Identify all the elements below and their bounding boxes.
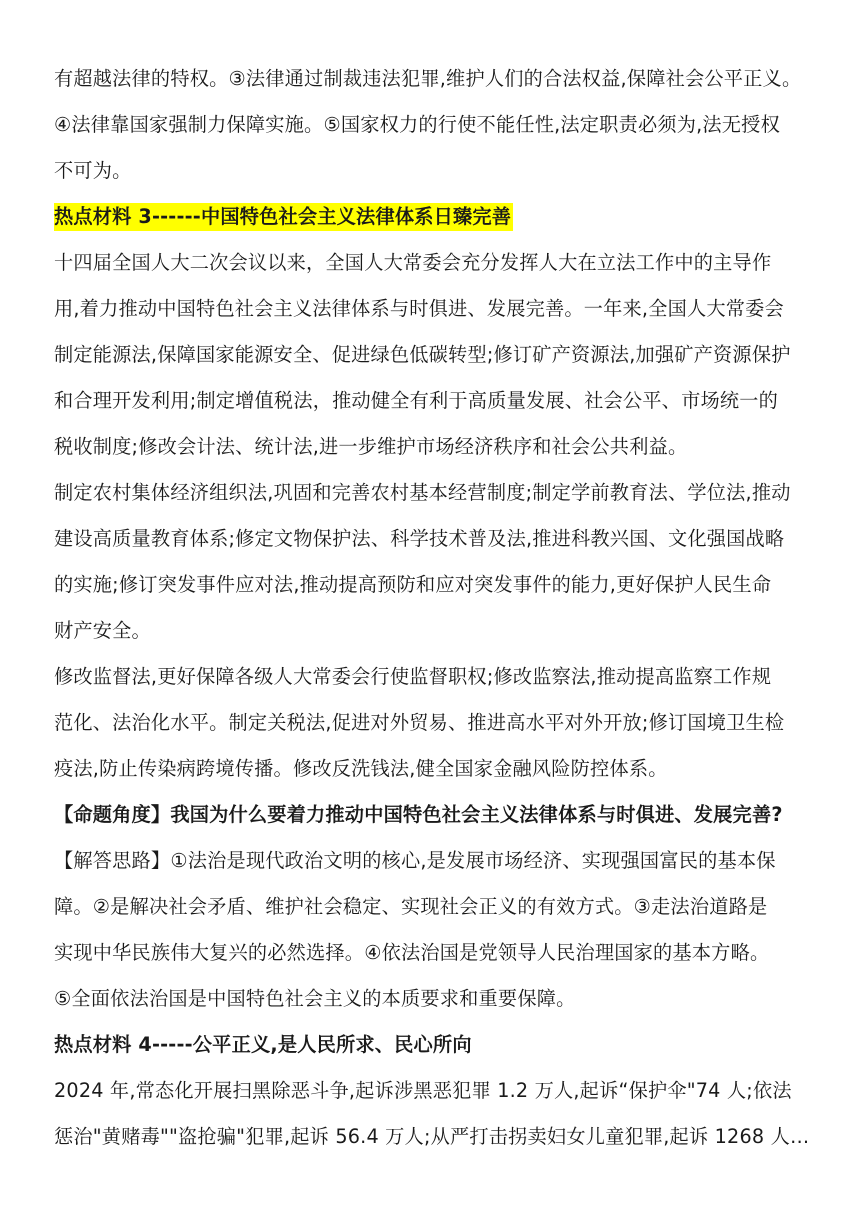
text-line: 范化、法治化水平。制定关税法,促进对外贸易、推进高水平对外开放;修订国境卫生检	[54, 711, 785, 734]
text-line: 修改监督法,更好保障各级人大常委会行使监督职权;修改监察法,推动提高监察工作规	[54, 665, 772, 688]
section-heading-3	[54, 194, 814, 240]
section-heading-4: 热点材料 4-----公平正义,是人民所求、民心所向	[54, 1033, 472, 1056]
text-line: 有超越法律的特权。③法律通过制裁违法犯罪,维护人们的合法权益,保障社会公平正义。	[54, 67, 802, 90]
text-line: ⑤全面依法治国是中国特色社会主义的本质要求和重要保障。	[54, 987, 576, 1010]
text-line: 【解答思路】①法治是现代政治文明的核心,是发展市场经济、实现强国富民的基本保	[54, 849, 776, 872]
text-line: 制定农村集体经济组织法,巩固和完善农村基本经营制度;制定学前教育法、学位法,推动	[54, 481, 791, 504]
text-line: 实现中华民族伟大复兴的必然选择。④依法治国是党领导人民治理国家的基本方略。	[54, 941, 770, 964]
question-angle: 【命题角度】我国为什么要着力推动中国特色社会主义法律体系与时俱进、发展完善?	[54, 803, 783, 826]
text-line: 建设高质量教育体系;修定文物保护法、科学技术普及法,推进科教兴国、文化强国战略	[54, 527, 785, 550]
text-line: ④法律靠国家强制力保障实施。⑤国家权力的行使不能任性,法定职责必须为,法无授权	[54, 113, 780, 136]
text-line: 税收制度;修改会计法、统计法,进一步维护市场经济秩序和社会公共利益。	[54, 435, 688, 458]
text-line: 的实施;修订突发事件应对法,推动提高预防和应对突发事件的能力,更好保护人民生命	[54, 573, 772, 596]
highlighted-heading: 热点材料 3------中国特色社会主义法律体系日臻完善	[54, 203, 513, 231]
text-line: 制定能源法,保障国家能源安全、促进绿色低碳转型;修订矿产资源法,加强矿产资源保护	[54, 343, 791, 366]
text-line: 障。②是解决社会矛盾、维护社会稳定、实现社会正义的有效方式。③走法治道路是	[54, 895, 768, 918]
text-line: 十四届全国人大二次会议以来，全国人大常委会充分发挥人大在立法工作中的主导作	[54, 251, 772, 274]
text-line: 用,着力推动中国特色社会主义法律体系与时俱进、发展完善。一年来,全国人大常委会	[54, 297, 784, 320]
text-line: 疫法,防止传染病跨境传播。修改反洗钱法,健全国家金融风险防控体系。	[54, 757, 668, 780]
document-page	[54, 56, 814, 1160]
text-line: 2024 年,常态化开展扫黑除恶斗争,起诉涉黑恶犯罪 1.2 万人,起诉“保护伞"74 人;依法	[54, 1079, 792, 1102]
text-line: 财产安全。	[54, 619, 151, 642]
text-line: 不可为。	[54, 159, 132, 182]
text-line: 惩治"黄赌毒""盗抢骗"犯罪,起诉 56.4 万人;从严打击拐卖妇女儿童犯罪,起诉 1268 人…	[54, 1125, 810, 1148]
text-line: 和合理开发利用;制定增值税法，推动健全有利于高质量发展、社会公平、市场统一的	[54, 389, 779, 412]
